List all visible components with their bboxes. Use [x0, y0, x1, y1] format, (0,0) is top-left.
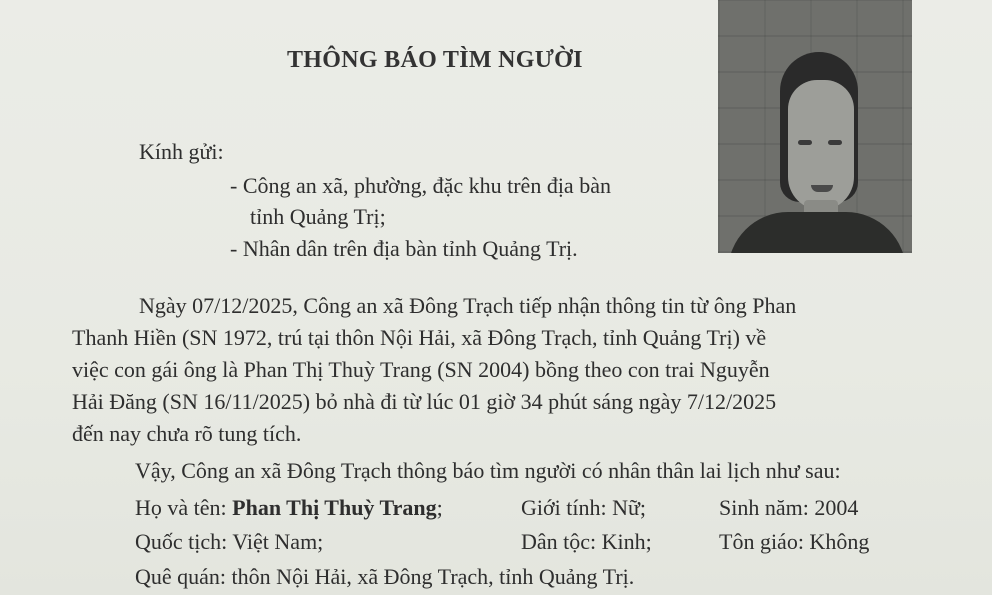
- body-line-2: Thanh Hiền (SN 1972, trú tại thôn Nội Hải, xã Đông Trạch, tỉnh Quảng Trị) về: [72, 325, 767, 350]
- person-name-row: [135, 497, 443, 519]
- body-line-4: Hải Đăng (SN 16/11/2025) bỏ nhà đi từ lúc 01 giờ 34 phút sáng ngày 7/12/2025: [72, 389, 777, 414]
- photo-eye-right: [828, 140, 842, 145]
- name-suffix: ;: [436, 495, 443, 520]
- name-label: Họ và tên:: [135, 495, 227, 520]
- person-hometown: Quê quán: thôn Nội Hải, xã Đông Trạch, tỉnh Quảng Trị.: [135, 564, 635, 589]
- person-birth-year: Sinh năm: 2004: [719, 495, 859, 520]
- person-ethnicity: Dân tộc: Kinh;: [521, 529, 652, 554]
- photo-mouth: [811, 185, 833, 192]
- recipient-item-1-cont: tỉnh Quảng Trị;: [250, 204, 386, 229]
- person-religion: Tôn giáo: Không: [719, 529, 870, 554]
- body-line-5: đến nay chưa rõ tung tích.: [72, 421, 302, 446]
- recipient-item-1: - Công an xã, phường, đặc khu trên địa bàn: [230, 173, 611, 198]
- photo-shoulders: [728, 212, 906, 253]
- person-name: Phan Thị Thuỳ Trang: [232, 495, 437, 520]
- missing-person-photo: [718, 0, 912, 253]
- body-line-3: việc con gái ông là Phan Thị Thuỳ Trang (SN 2004) bồng theo con trai Nguyễn: [72, 357, 770, 382]
- body-line-1: Ngày 07/12/2025, Công an xã Đông Trạch tiếp nhận thông tin từ ông Phan: [139, 293, 797, 318]
- person-nationality: Quốc tịch: Việt Nam;: [135, 529, 324, 554]
- person-gender: Giới tính: Nữ;: [521, 495, 647, 520]
- announcement-line: Vậy, Công an xã Đông Trạch thông báo tìm người có nhân thân lai lịch như sau:: [135, 458, 841, 483]
- document-title: THÔNG BÁO TÌM NGƯỜI: [287, 47, 583, 73]
- photo-eye-left: [798, 140, 812, 145]
- recipient-item-2: - Nhân dân trên địa bàn tỉnh Quảng Trị.: [230, 236, 578, 261]
- recipients-label: Kính gửi:: [139, 139, 224, 164]
